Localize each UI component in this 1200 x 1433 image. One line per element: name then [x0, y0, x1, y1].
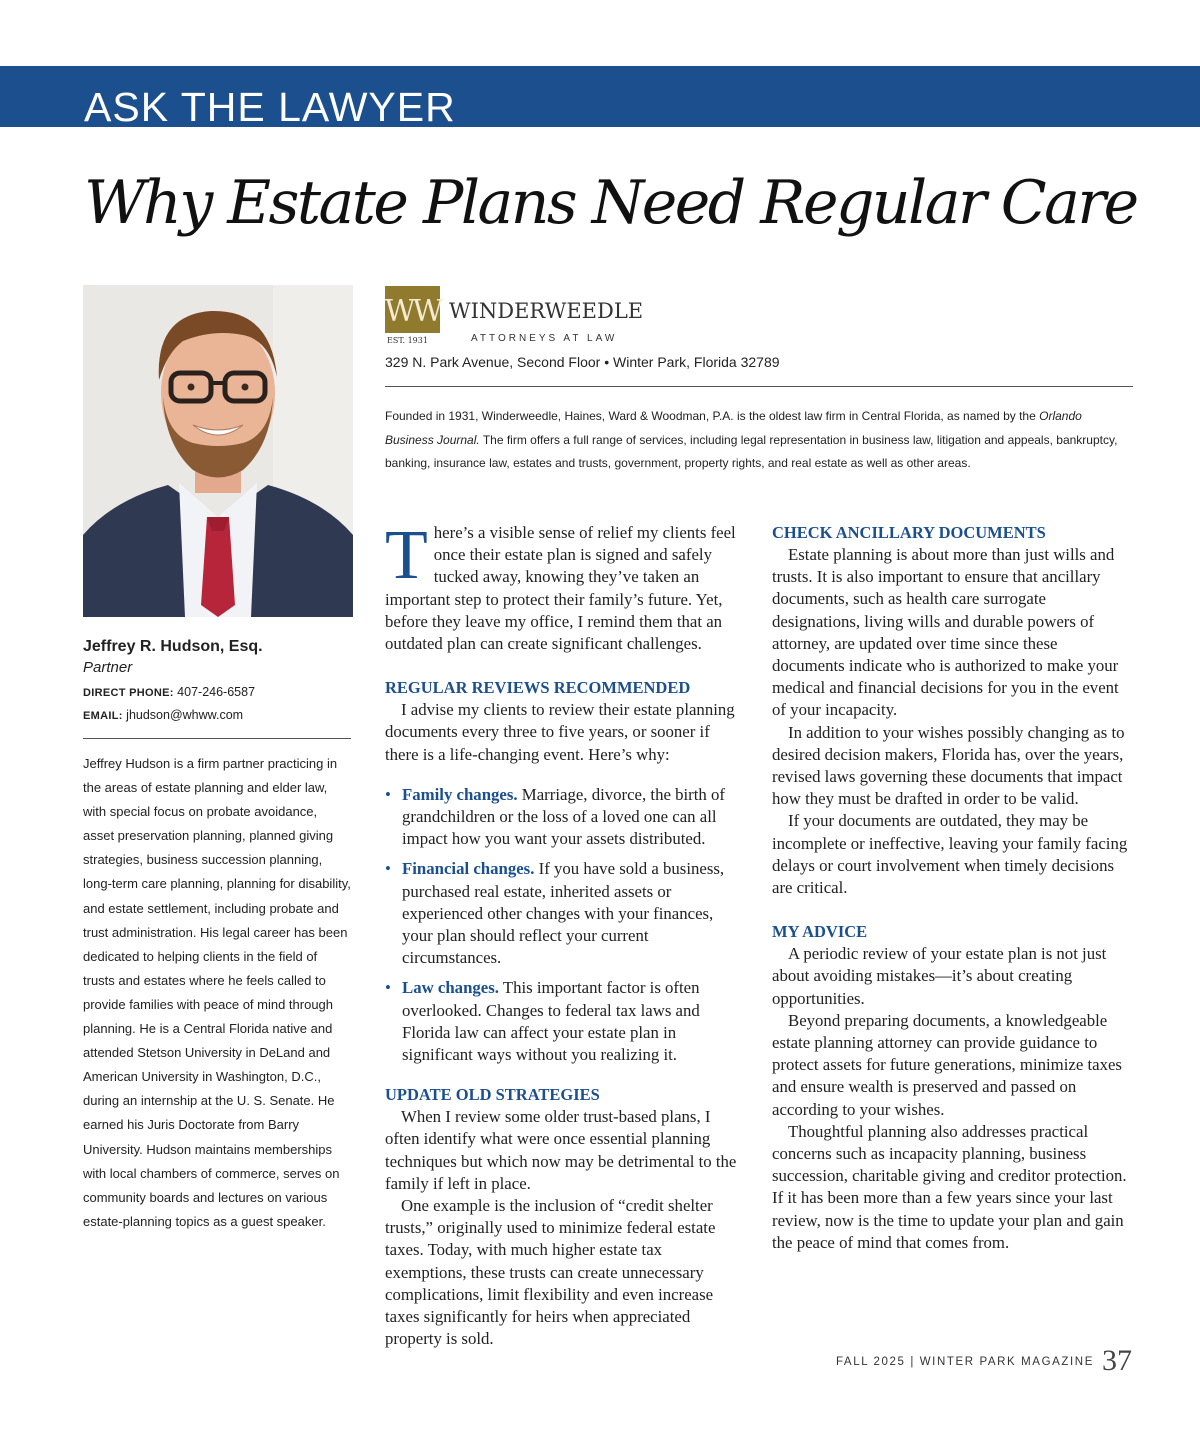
page-number: 37 [1102, 1344, 1132, 1377]
paragraph: When I review some older trust-based plans, I often identify what were once essential planning techniques but which now may be detrimental to the family if left in place. [385, 1107, 737, 1193]
svg-text:WINDERWEEDLE: WINDERWEEDLE [449, 299, 644, 323]
section-heading: UPDATE OLD STRATEGIES [385, 1085, 600, 1105]
list-item: • Family changes. Marriage, divorce, the birth of grandchildren or the loss of a loved one can all impact how you want your assets distributed. [385, 784, 747, 851]
author-email: EMAIL: jhudson@whww.com [83, 708, 244, 722]
issue-label: FALL 2025 | WINTER PARK MAGAZINE [835, 1356, 1094, 1368]
paragraph: Beyond preparing documents, a knowledgeable estate planning attorney can provide guidance to protect assets for future generations, minimize taxes and ensure wealth is preserved and passed on according to your wishes. [772, 1010, 1122, 1119]
firm-logo [385, 286, 645, 346]
paragraph: If your documents are outdated, they may be incomplete or ineffective, leaving your family facing delays or court involvement when timely decisions are critical. [772, 811, 1128, 898]
author-title: Partner [83, 659, 133, 676]
paragraph: One example is the inclusion of “credit shelter trusts,” originally used to minimize federal estate taxes. Today, with much higher estate tax exemptions, these trusts can create unnecessary complications, limit flexibility and even increase taxes significantly for heirs when appreciated property is sold. [385, 1196, 716, 1349]
paragraph: Estate planning is about more than just wills and trusts. It is also important to ensure that ancillary documents, such as health care surrogate designations, living wills and durable powers of attorney, are updated over time since these documents indicate who is authorized to make your medical and financial decisions for you in the event of your incapacity. [772, 545, 1119, 720]
svg-text:ATTORNEYS AT LAW: ATTORNEYS AT LAW [471, 333, 618, 344]
list-item: • Law changes. This important factor is often overlooked. Changes to federal tax laws and Florida law can affect your estate plan in significant ways without you realizing it. [385, 977, 747, 1066]
author-card [83, 636, 351, 727]
reasons-list [385, 784, 747, 1066]
article-column-2 [772, 522, 1134, 1254]
intro-paragraph: There’s a visible sense of relief my clients feel once their estate plan is signed and safely tucked away, knowing they’ve taken an important step to protect their family’s future. Yet, before they leave my office, I remind them that an outdated plan can create significant challenges. [385, 517, 736, 654]
section-kicker: ASK THE LAWYER [84, 84, 456, 130]
paragraph: Thoughtful planning also addresses practical concerns such as incapacity planning, business succession, charitable giving and creditor protection. If it has been more than a few years since your last review, now is the time to update your plan and gain the peace of mind that comes from. [772, 1121, 1127, 1252]
firm-description: Founded in 1931, Winderweedle, Haines, Ward & Woodman, P.A. is the oldest law firm in Central Florida, as named by the Orlando Business Journal. The firm offers a full range of services, including legal representation in business law, litigation and appeals, bankruptcy, banking, insurance law, estates and trusts, government, property rights, and real estate as well as other areas. [385, 409, 1118, 470]
article-column-1 [385, 517, 747, 1351]
drop-cap: T [385, 517, 428, 594]
page-footer [836, 1344, 1132, 1378]
firm-address: 329 N. Park Avenue, Second Floor • Winter Park, Florida 32789 [385, 354, 780, 370]
paragraph: I advise my clients to review their estate planning documents every three to five years, or sooner if there is a life-changing event. Here’s why: [385, 700, 735, 764]
author-photo [83, 285, 353, 617]
paragraph: In addition to your wishes possibly changing as to desired decision makers, Florida has, over the years, revised laws governing these documents that impact how they must be drafted in order to be valid. [772, 722, 1125, 809]
svg-text:EST. 1931: EST. 1931 [387, 336, 428, 345]
section-heading: CHECK ANCILLARY DOCUMENTS [772, 523, 1046, 542]
article-headline: Why Estate Plans Need Regular Care [84, 168, 1137, 238]
author-name: Jeffrey R. Hudson, Esq. [83, 638, 263, 655]
author-bio: Jeffrey Hudson is a firm partner practicing in the areas of estate planning and elder law, with special focus on probate avoidance, asset preservation planning, planned giving strategies, business succession planning, long-term care planning, planning for disability, and estate settlement, including probate and trust administration. His legal career has been dedicated to helping clients in the field of trusts and estates where he feels called to provide families with peace of mind through planning. He is a Central Florida native and attended Stetson University in DeLand and American University in Washington, D.C., during an internship at the U. S. Senate. He earned his Juris Doctorate from Barry University. Hudson maintains memberships with local chambers of commerce, serves on community boards and lectures on various estate-planning topics as a guest speaker. [83, 756, 351, 1229]
list-item: • Financial changes. If you have sold a business, purchased real estate, inherited assets or experienced other changes with your finances, your plan should reflect your current circumstances. [385, 858, 747, 969]
divider [83, 738, 351, 739]
author-phone: DIRECT PHONE: 407-246-6587 [83, 685, 256, 699]
section-heading: MY ADVICE [772, 922, 868, 942]
divider [385, 386, 1133, 387]
svg-text:WW: WW [385, 294, 441, 329]
section-heading: REGULAR REVIEWS RECOMMENDED [385, 678, 691, 698]
paragraph: A periodic review of your estate plan is not just about avoiding mistakes—it’s about creating opportunities. [772, 944, 1107, 1008]
